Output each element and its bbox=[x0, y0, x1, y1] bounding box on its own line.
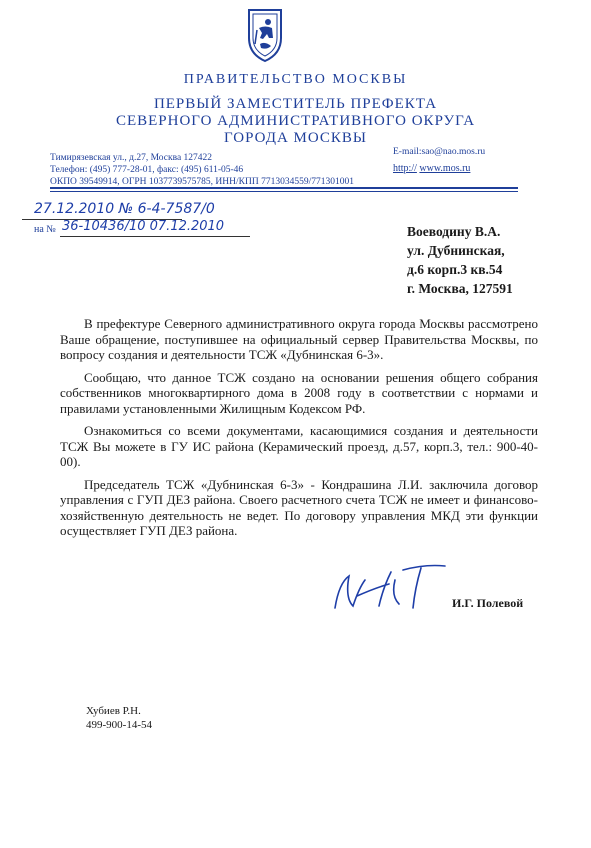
outgoing-date-number: 27.12.2010 № 6-4-7587/0 bbox=[34, 201, 215, 217]
issuer-title-line-3: ГОРОДА МОСКВЫ bbox=[223, 130, 367, 146]
office-email: E-mail:sao@nao.mos.ru bbox=[393, 147, 486, 157]
government-name: ПРАВИТЕЛЬСТВО МОСКВЫ bbox=[183, 72, 408, 87]
office-address: Тимирязевская ул., д.27, Москва 127422 bbox=[50, 153, 213, 163]
executor-name: Хубиев Р.Н. bbox=[86, 705, 141, 717]
issuer-title-line-2: СЕВЕРНОГО АДМИНИСТРАТИВНОГО ОКРУГА bbox=[115, 113, 476, 129]
letter-body bbox=[60, 316, 538, 539]
header-rule-thin bbox=[50, 191, 518, 192]
site-domain: www.mos.ru bbox=[419, 163, 471, 174]
executor-phone: 499-900-14-54 bbox=[86, 719, 152, 731]
site-prefix: http:// bbox=[393, 163, 417, 174]
issuer-title-line-1: ПЕРВЫЙ ЗАМЕСТИТЕЛЬ ПРЕФЕКТА bbox=[153, 96, 438, 112]
paragraph-2: Сообщаю, что данное ТСЖ создано на основании решения общего собрания собственников многоквартирного дома в 2008 году в соответствии с нормами и правилами установленными Жилищным Кодексом РФ. bbox=[60, 369, 538, 416]
signer-name: И.Г. Полевой bbox=[452, 596, 524, 610]
paragraph-4: Председатель ТСЖ «Дубнинская 6-3» - Кондрашина Л.И. заключила договор управления с ГУП ДЕЗ района. Своего расчетного счета ТСЖ не имеет и финансово-хозяйственную деятельность не ведет. По договору управления МКД эти функции осуществляет ГУП ДЕЗ района. bbox=[60, 476, 538, 538]
incoming-reference: 36-10436/10 07.12.2010 bbox=[62, 219, 225, 234]
recipient-name: Воеводину В.А. bbox=[407, 224, 501, 239]
office-website[interactable] bbox=[393, 163, 470, 174]
moscow-coat-of-arms-icon bbox=[245, 8, 285, 63]
recipient-building: д.6 корп.3 кв.54 bbox=[407, 262, 503, 277]
reference-prefix: на № bbox=[34, 224, 56, 235]
header-rule-thick bbox=[50, 187, 518, 189]
recipient-city: г. Москва, 127591 bbox=[407, 281, 513, 296]
paragraph-3: Ознакомиться со всеми документами, касающимися создания и деятельности ТСЖ Вы можете в ГУ ИС района (Керамический проезд, д.57, корп.3, тел.: 900-40-00). bbox=[60, 423, 538, 469]
office-phone: Телефон: (495) 777-28-01, факс: (495) 611-05-46 bbox=[50, 165, 244, 175]
paragraph-1: В префектуре Северного административного округа города Москвы рассмотрено Ваше обращение, поступившее на официальный сервер Правительства Москвы, по вопросу создания и деятельности ТСЖ «Дубнинская 6-3». bbox=[60, 316, 538, 362]
office-codes: ОКПО 39549914, ОГРН 1037739575785, ИНН/КПП 7713034559/771301001 bbox=[50, 177, 354, 187]
handwritten-signature bbox=[325, 558, 450, 618]
reference-underline bbox=[60, 236, 250, 237]
recipient-street: ул. Дубнинская, bbox=[407, 243, 505, 258]
